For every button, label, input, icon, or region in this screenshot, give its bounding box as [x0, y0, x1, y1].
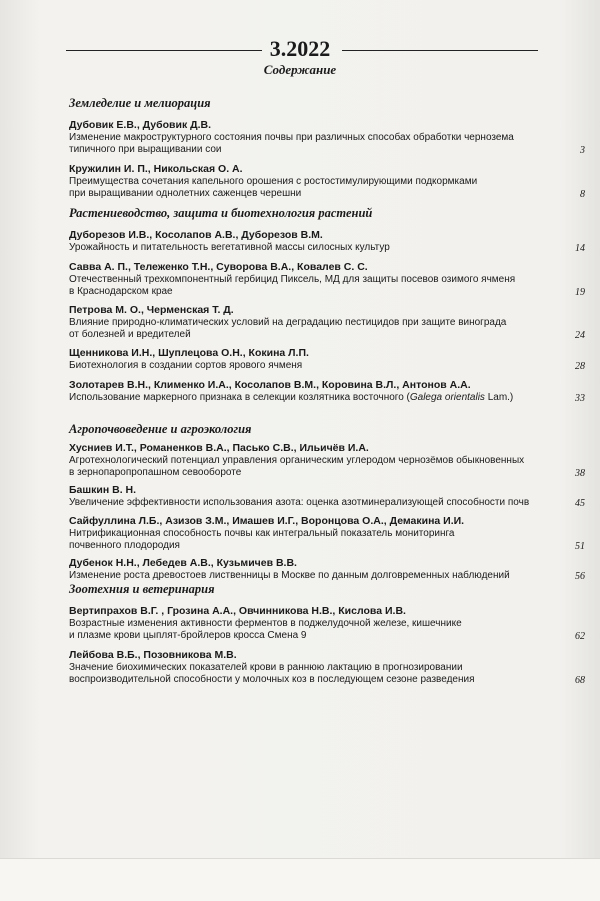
entry-page: 28	[575, 361, 585, 372]
section-title: Зоотехния и ветеринария	[69, 582, 215, 596]
entry-authors: Дуборезов И.В., Косолапов А.В., Дуборезов В.М.	[69, 229, 323, 241]
toc-entry[interactable]	[69, 346, 589, 372]
toc-entry[interactable]	[69, 441, 589, 479]
toc-entry[interactable]	[69, 648, 589, 686]
entry-title: Агротехнологический потенциал управления органическим углеродом чернозёмов обыкновенных в зернопаропропашном севообороте	[69, 455, 525, 478]
entry-page: 45	[575, 498, 585, 509]
entry-authors: Кружилин И. П., Никольская О. А.	[69, 163, 243, 175]
toc-entry[interactable]	[69, 556, 589, 582]
entry-page: 38	[575, 468, 585, 479]
toc-entry[interactable]	[69, 303, 589, 341]
entry-authors: Дубовик Е.В., Дубовик Д.В.	[69, 119, 212, 131]
entry-authors: Савва А. П., Тележенко Т.Н., Суворова В.А., Ковалев С. С.	[69, 261, 368, 273]
entry-page: 33	[575, 393, 585, 404]
entry-authors: Башкин В. Н.	[69, 484, 137, 496]
toc-entry[interactable]	[69, 260, 589, 298]
entry-title: Нитрификационная способность почвы как интегральный показатель мониторинга почвенного плодородия	[69, 528, 455, 551]
entry-title: Биотехнология в создании сортов ярового ячменя	[69, 360, 303, 371]
entry-authors: Хусниев И.Т., Романенков В.А., Пасько С.В., Ильичёв И.А.	[69, 442, 369, 454]
entry-authors: Петрова М. О., Черменская Т. Д.	[69, 304, 234, 316]
entry-page: 56	[575, 571, 585, 582]
toc-entry[interactable]	[69, 514, 589, 552]
section-title: Земледелие и мелиорация	[69, 96, 211, 110]
issue-number: 3.2022	[269, 36, 331, 61]
entry-authors: Щенникова И.Н., Шуплецова О.Н., Кокина Л.П.	[69, 347, 309, 359]
section-title: Агропочвоведение и агроэкология	[69, 422, 252, 436]
entry-title: Значение биохимических показателей крови в раннюю лактацию в прогнозировании воспроизводительной способности у молочных коз в последующем сезоне разведения	[69, 662, 475, 685]
entry-page: 62	[575, 631, 585, 642]
entry-page: 68	[575, 675, 585, 686]
entry-title: Отечественный трехкомпонентный гербицид Пиксель, МД для защиты посевов озимого ячменя в Краснодарском крае	[69, 274, 516, 297]
entry-title: Урожайность и питательность вегетативной массы силосных культур	[69, 242, 390, 253]
toc-entry[interactable]	[69, 118, 589, 156]
section-title: Растениеводство, защита и биотехнология растений	[69, 206, 373, 220]
entry-authors: Вертипрахов В.Г. , Грозина А.А., Овчинникова Н.В., Кислова И.В.	[69, 605, 406, 617]
entry-authors: Лейбова В.Б., Позовникова М.В.	[69, 649, 237, 661]
entry-page: 3	[580, 145, 585, 156]
entry-title: Возрастные изменения активности ферментов в поджелудочной железе, кишечнике и плазме крови цыплят-бройлеров кросса Смена 9	[69, 618, 462, 641]
toc-entry[interactable]	[69, 483, 589, 509]
entry-title: Влияние природно-климатических условий на деградацию пестицидов при защите винограда от болезней и вредителей	[69, 317, 507, 340]
toc-entry[interactable]	[69, 604, 589, 642]
entry-authors: Дубенок Н.Н., Лебедев А.В., Кузьмичев В.В.	[69, 557, 297, 569]
entry-title: Преимущества сочетания капельного орошения с ростостимулирующими подкормками при выращивании однолетних саженцев черешни	[69, 176, 478, 199]
toc-entry[interactable]	[69, 228, 589, 254]
entry-title: Изменение макроструктурного состояния почвы при различных способах обработки чернозема типичного при выращивании сои	[69, 132, 514, 155]
entry-authors: Сайфуллина Л.Б., Азизов З.М., Имашев И.Г., Воронцова О.А., Демакина И.И.	[69, 515, 465, 527]
entry-page: 19	[575, 287, 585, 298]
entry-page: 24	[575, 330, 585, 341]
latin-species-name: Galega orientalis	[409, 392, 485, 403]
entry-title: Увеличение эффективности использования азота: оценка азотминерализующей способности почв	[69, 497, 530, 508]
entry-page: 51	[575, 541, 585, 552]
entry-title: Использование маркерного признака в селекции козлятника восточного (Galega orientalis Lam.)	[69, 392, 514, 403]
journal-header	[40, 36, 560, 80]
contents-title: Содержание	[263, 62, 337, 77]
page-bottom-margin	[0, 858, 600, 901]
entry-page: 8	[580, 189, 585, 200]
toc-entry[interactable]	[69, 378, 589, 404]
entry-title: Изменение роста древостоев лиственницы в Москве по данным долговременных наблюдений	[69, 570, 510, 581]
toc-entry[interactable]	[69, 162, 589, 200]
entry-authors: Золотарев В.Н., Клименко И.А., Косолапов В.М., Коровина В.Л., Антонов А.А.	[69, 379, 471, 391]
entry-page: 14	[575, 243, 585, 254]
